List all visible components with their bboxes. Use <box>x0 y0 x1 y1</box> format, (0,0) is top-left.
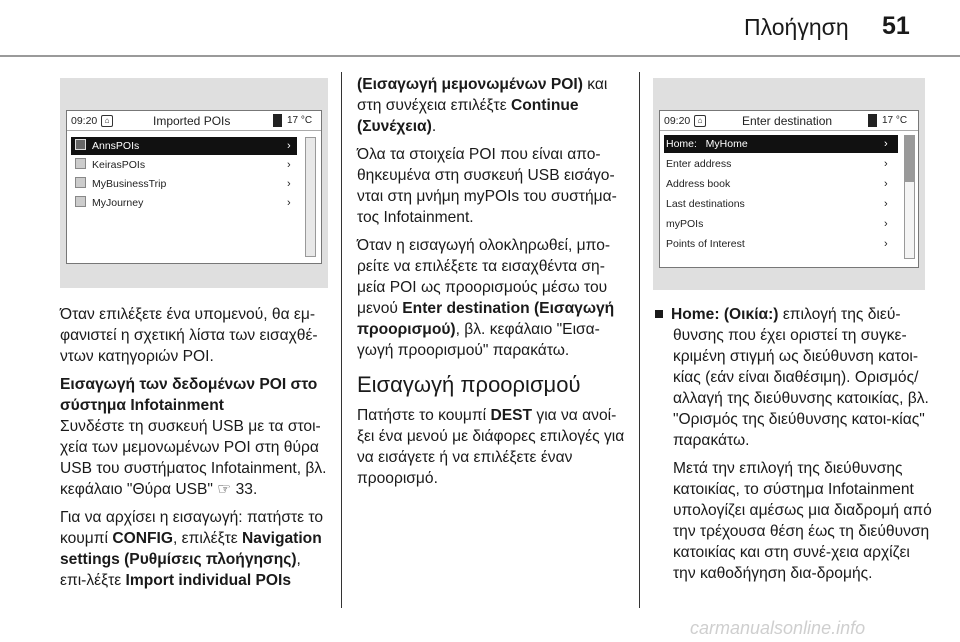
list-item[interactable] <box>71 156 297 174</box>
paragraph <box>357 235 627 361</box>
paragraph-text: και στη συνέχεια επιλέξτε <box>357 76 608 114</box>
list-item[interactable] <box>71 137 297 155</box>
list-item-label: AnnsPOIs <box>92 140 140 152</box>
header-divider <box>0 55 960 57</box>
list-item-label: MyBusinessTrip <box>92 178 167 190</box>
menu-name: (Εισαγωγή μεμονωμένων POI) <box>357 76 583 93</box>
folder-icon <box>75 158 86 169</box>
screen-title: Imported POIs <box>153 114 231 128</box>
temperature: 17 °C <box>287 115 313 126</box>
column-2 <box>357 74 627 496</box>
list-item[interactable] <box>664 175 898 193</box>
bullet-icon <box>655 310 663 318</box>
chevron-right-icon: › <box>884 178 888 190</box>
list-item[interactable] <box>664 235 898 253</box>
folder-icon <box>75 139 86 150</box>
chevron-right-icon: › <box>287 197 291 209</box>
scrollbar-track <box>306 138 315 256</box>
chevron-right-icon: › <box>884 138 888 150</box>
page-number: 51 <box>882 12 910 40</box>
paragraph-text: για να ανοί-ξει ένα μενού με διάφορες επιλογές για να εισάγετε ή να επιλέξετε έναν προορισμό. <box>357 407 625 487</box>
list-item-label: KeirasPOIs <box>92 159 146 171</box>
menu-name: Continue (Συνέχεια) <box>357 97 579 135</box>
paragraph-text: , βλ. κεφάλαιο "Εισα-γωγή προορισμού" παρακάτω. <box>357 321 600 359</box>
temperature: 17 °C <box>882 115 908 126</box>
paragraph <box>357 405 627 489</box>
paragraph <box>60 507 328 591</box>
chevron-right-icon: › <box>287 178 291 190</box>
paragraph <box>60 416 328 500</box>
menu-name: Enter destination (Εισαγωγή προορισμού) <box>357 300 615 338</box>
screen-enter-destination <box>659 110 919 268</box>
bullet-label: Home: (Οικία:) <box>671 306 779 323</box>
bullet-text: επιλογή της διεύ-θυνσης που έχει οριστεί τη συγκε-κριμένη στιγμή ως διεύθυνση κατοι-κίας (εάν είναι διαθέσιμη). Ορισμός/ αλλαγή της διεύθυνσης κατοικίας, βλ. "Ορισμός της διεύθυνσης κατοι-κίας" παρακάτω. <box>673 306 929 449</box>
menu-name: Navigation settings (Ρυθμίσεις πλοήγησης) <box>60 530 322 568</box>
screen-status-bar <box>660 111 918 131</box>
button-name: CONFIG <box>112 530 173 547</box>
list-item[interactable] <box>664 215 898 233</box>
paragraph: Όταν επιλέξετε ένα υπομενού, θα εμ-φανιστεί η σχετική λίστα των εισαχθέ-ντων κατηγοριών POI. <box>60 306 318 365</box>
screen-status-bar <box>67 111 321 131</box>
column-divider-1 <box>341 72 342 608</box>
paragraph <box>357 74 627 137</box>
column-3 <box>655 304 933 591</box>
paragraph: Όλα τα στοιχεία POI που είναι απο-θηκευμένα στη συσκευή USB εισάγο-νται στη μνήμη myPOIs του συστήμα-τος Infotainment. <box>357 146 617 226</box>
paragraph-text: Συνδέστε τη συσκευή USB με τα στοι-χεία των μεμονωμένων POI στη θύρα USB του συστήματος Infotainment, βλ. κεφάλαιο "Θύρα USB" <box>60 418 327 498</box>
fuel-icon <box>868 114 877 127</box>
screen-imported-pois <box>66 110 322 264</box>
figure-enter-destination <box>653 78 925 290</box>
section-heading <box>60 374 328 416</box>
chevron-right-icon: › <box>884 198 888 210</box>
column-1 <box>60 304 328 598</box>
list-item-label: Enter address <box>666 158 732 170</box>
figure-imported-pois <box>60 78 328 288</box>
list-item-label: Home: MyHome <box>666 138 748 150</box>
button-name: DEST <box>490 407 533 424</box>
column-divider-2 <box>639 72 640 608</box>
paragraph-text: , επι-λέξτε <box>60 551 301 589</box>
scrollbar[interactable] <box>305 137 316 257</box>
bullet-item <box>655 304 933 451</box>
list-item[interactable] <box>664 195 898 213</box>
list-item[interactable] <box>71 175 297 193</box>
chevron-right-icon: › <box>884 218 888 230</box>
paragraph-text: , επιλέξτε <box>173 530 243 547</box>
scrollbar-thumb[interactable] <box>905 136 914 182</box>
menu-name: Import individual POIs <box>125 572 292 589</box>
chevron-right-icon: › <box>287 159 291 171</box>
list-item[interactable] <box>71 194 297 212</box>
folder-icon <box>75 196 86 207</box>
list-item-label: Points of Interest <box>666 238 745 250</box>
list-item[interactable] <box>664 155 898 173</box>
watermark: carmanualsonline.info <box>690 618 866 638</box>
clock: 09:20 <box>71 115 98 127</box>
screen-title: Enter destination <box>742 114 833 128</box>
list-item-label: Last destinations <box>666 198 745 210</box>
paragraph-text: Πατήστε το κουμπί <box>357 407 491 424</box>
chevron-right-icon: › <box>287 140 291 152</box>
nav-icon: ⌂ <box>101 115 113 127</box>
list-item-home[interactable] <box>664 135 898 153</box>
page-reference[interactable]: ☞ 33. <box>217 481 258 498</box>
scrollbar[interactable] <box>904 135 915 259</box>
list-item-label: myPOIs <box>666 218 704 230</box>
fuel-icon <box>273 114 282 127</box>
paragraph-text: Για να αρχίσει η εισαγωγή: πατήστε το κουμπί <box>60 509 324 547</box>
nav-icon: ⌂ <box>694 115 706 127</box>
list-item-label: MyJourney <box>92 197 144 209</box>
chevron-right-icon: › <box>884 158 888 170</box>
chevron-right-icon: › <box>884 238 888 250</box>
section-heading-text: Εισαγωγή των δεδομένων POI στο σύστημα Infotainment <box>60 376 318 414</box>
paragraph: Μετά την επιλογή της διεύθυνσης κατοικίας, το σύστημα Infotainment υπολογίζει αμέσως μια διαδρομή από την τρέχουσα θέση έως τη διεύθυνση κατοικίας και στη συνέ-χεια αρχίζει την καθοδήγηση δια-δρομής. <box>673 460 932 582</box>
paragraph-text: Όταν η εισαγωγή ολοκληρωθεί, μπο-ρείτε να επιλέξετε τα εισαχθέντα ση-μεία POI ως προορισμούς μέσω του μενού <box>357 237 611 317</box>
section-heading: Εισαγωγή προορισμού <box>357 372 581 397</box>
list-item-label: Address book <box>666 178 731 190</box>
paragraph-text: . <box>431 118 437 135</box>
folder-icon <box>75 177 86 188</box>
chapter-title: Πλοήγηση <box>744 14 849 40</box>
clock: 09:20 <box>664 115 691 127</box>
